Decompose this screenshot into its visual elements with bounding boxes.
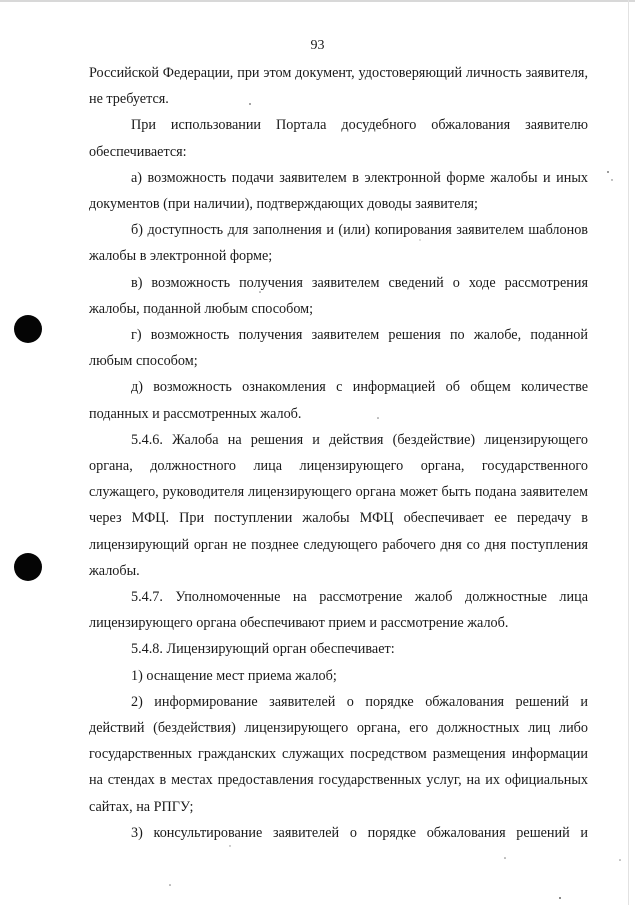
paragraph-continuation: Российской Федерации, при этом документ, удостоверяющий личность заявителя, не требуется. [89,65,588,108]
list-item-a: а) возможность подачи заявителем в электронной форме жалобы и иных документов (при наличии), подтверждающих доводы заявителя; [89,169,588,213]
scan-top-edge [0,0,635,2]
paragraph-portal-intro: При использовании Портала досудебного обжалования заявителю обеспечивается: [89,117,588,160]
list-item-d: д) возможность ознакомления с информацией об общем количестве поданных и рассмотренных жалоб. [89,379,588,422]
section-5-4-6: 5.4.6. Жалоба на решения и действия (бездействие) лицензирующего органа, должностного лица лицензирующего органа, государственного служащего, руководителя лицензирующего органа может быть подана заявителем через МФЦ. При поступлении жалобы МФЦ обеспечивает ее передачу в лицензирующий орган не позднее следующего рабочего дня со дня поступления жалобы. [89,431,588,579]
page-number: 93 [310,38,325,53]
list-item-b: б) доступность для заполнения и (или) копирования заявителем шаблонов жалобы в электронной форме; [89,222,588,265]
scan-right-edge [628,0,629,905]
document-body [89,60,588,846]
section-5-4-8: 5.4.8. Лицензирующий орган обеспечивает: [131,641,395,658]
binder-punch-hole [14,315,42,343]
list-item-g: г) возможность получения заявителем решения по жалобе, поданной любым способом; [89,327,588,370]
list-item-v: в) возможность получения заявителем сведений о ходе рассмотрения жалобы, поданной любым способом; [89,274,588,317]
list-item-2: 2) информирование заявителей о порядке обжалования решений и действий (бездействия) лицензирующего органа, его должностных лиц либо государственных гражданских служащих посредством размещения информации на стендах в местах предоставления государственных услуг, на их официальных сайтах, на РПГУ; [89,693,588,815]
section-5-4-7: 5.4.7. Уполномоченные на рассмотрение жалоб должностные лица лицензирующего органа обеспечивают прием и рассмотрение жалоб. [89,589,588,632]
list-item-1: 1) оснащение мест приема жалоб; [131,667,337,684]
binder-punch-hole [14,553,42,581]
list-item-3: 3) консультирование заявителей о порядке обжалования решений и [131,824,588,841]
